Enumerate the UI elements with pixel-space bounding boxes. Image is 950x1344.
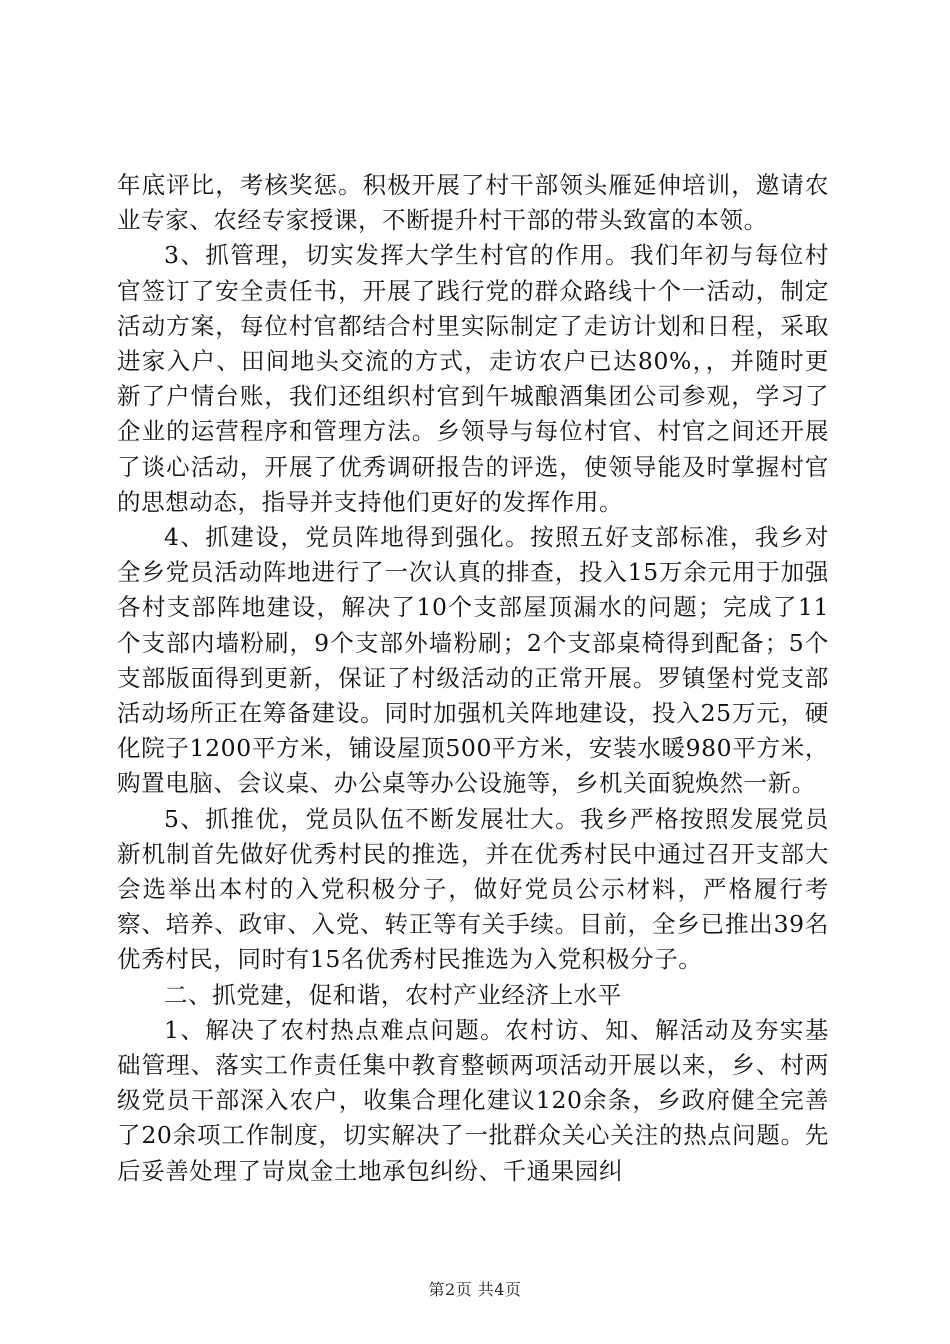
paragraph-3: 4、抓建设，党员阵地得到强化。按照五好支部标准，我乡对全乡党员活动阵地进行了一次认真的排查，投入15万余元用于加强各村支部阵地建设，解决了10个支部屋顶漏水的问题；完成了11个支部内墙粉刷，9个支部外墙粉刷；2个支部桌椅得到配备；5个支部版面得到更新，保证了村级活动的正常开展。罗镇堡村党支部活动场所正在筹备建设。同时加强机关阵地建设，投入25万元，硬化院子1200平方米，铺设屋顶500平方米，安装水暖980平方米，购置电脑、会议桌、办公桌等办公设施等，乡机关面貌焕然一新。 bbox=[117, 523, 829, 798]
paragraph-4: 5、抓推优，党员队伍不断发展壮大。我乡严格按照发展党员新机制首先做好优秀村民的推选，并在优秀村民中通过召开支部大会选举出本村的入党积极分子，做好党员公示材料，严格履行考察、培养、政审、入党、转正等有关手续。目前，全乡已推出39名优秀村民，同时有15名优秀村民推选为入党积极分子。 bbox=[117, 804, 829, 974]
page-footer bbox=[0, 1277, 950, 1300]
document-body bbox=[117, 168, 829, 1189]
paragraph-1: 年底评比，考核奖惩。积极开展了村干部领头雁延伸培训，邀请农业专家、农经专家授课，不断提升村干部的带头致富的本领。 bbox=[117, 171, 829, 235]
page-number-label: 第2页 共4页 bbox=[428, 1280, 522, 1299]
paragraph-2: 3、抓管理，切实发挥大学生村官的作用。我们年初与每位村官签订了安全责任书，开展了践行党的群众路线十个一活动，制定活动方案，每位村官都结合村里实际制定了走访计划和日程，采取进家入户、田间地头交流的方式，走访农户已达80%，，并随时更新了户情台账，我们还组织村官到午城酿酒集团公司参观，学习了企业的运营程序和管理方法。乡领导与每位村官、村官之间还开展了谈心活动，开展了优秀调研报告的评选，使领导能及时掌握村官的思想动态，指导并支持他们更好的发挥作用。 bbox=[117, 241, 829, 516]
section-heading: 二、抓党建，促和谐，农村产业经济上水平 bbox=[164, 980, 622, 1009]
paragraph-6: 1、解决了农村热点难点问题。农村访、知、解活动及夯实基础管理、落实工作责任集中教育整顿两项活动开展以来，乡、村两级党员干部深入农户，收集合理化建议120余条，乡政府健全完善了20余项工作制度，切实解决了一批群众关心关注的热点问题。先后妥善处理了岢岚金土地承包纠纷、千通果园纠 bbox=[117, 1015, 829, 1185]
